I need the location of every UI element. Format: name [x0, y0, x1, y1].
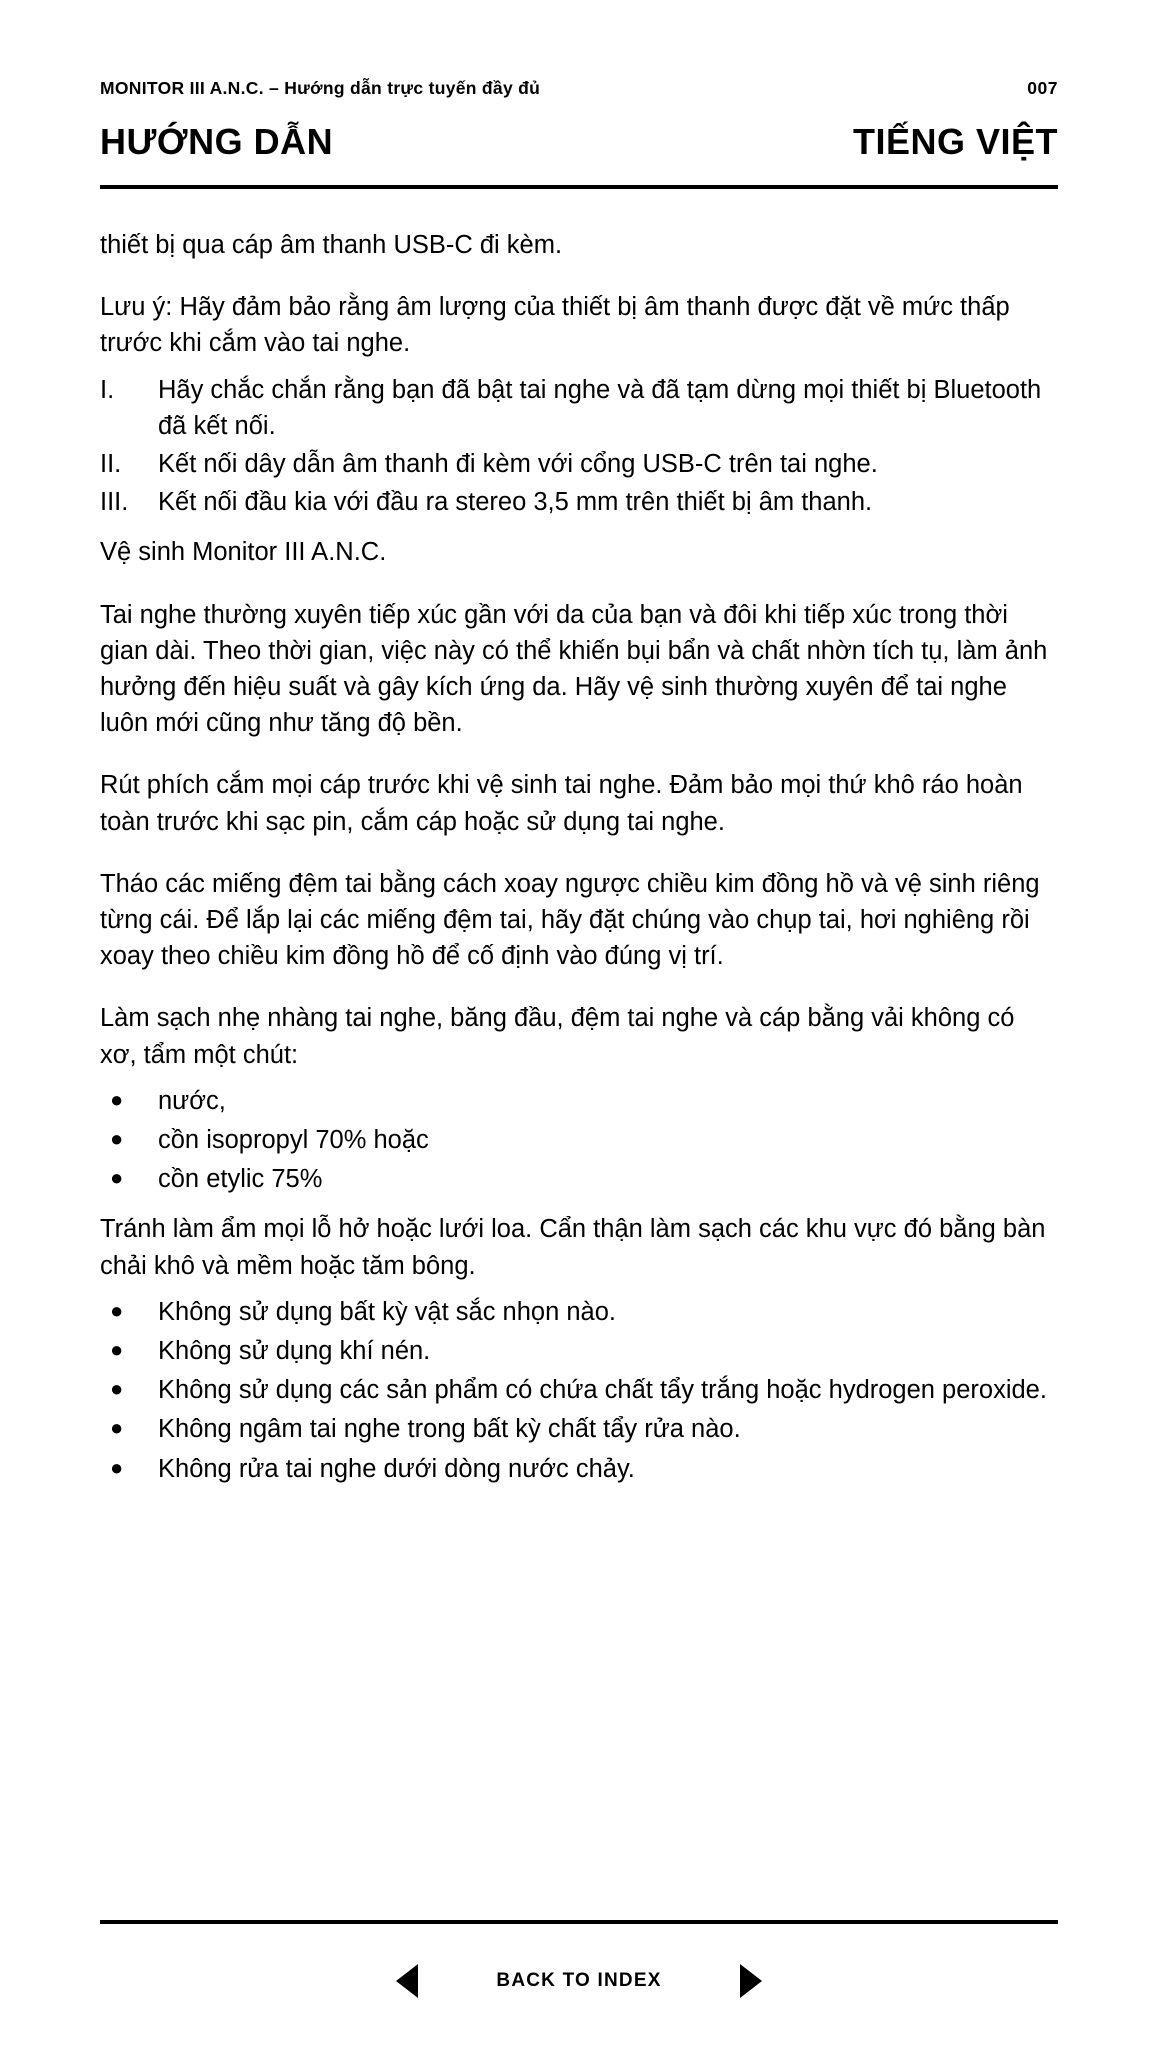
list-item-text: Không sử dụng bất kỳ vật sắc nhọn nào. [158, 1297, 616, 1326]
section-heading-cleaning: Vệ sinh Monitor III A.N.C. [100, 538, 387, 567]
running-head [100, 0, 1058, 99]
list-item-text: nước, [158, 1086, 226, 1115]
cleaning-agents-list [100, 1083, 1058, 1198]
bullet-icon: ● [110, 1165, 124, 1191]
paragraph-intro: thiết bị qua cáp âm thanh USB-C đi kèm. [100, 231, 563, 259]
list-item-text: Không rửa tai nghe dưới dòng nước chảy. [158, 1454, 635, 1483]
step-text: Hãy chắc chắn rằng bạn đã bật tai nghe và đã tạm dừng mọi thiết bị Bluetooth đã kết nối. [158, 375, 1042, 440]
bullet-icon: ● [110, 1297, 124, 1323]
header-divider [100, 185, 1058, 189]
list-item-text: Không ngâm tai nghe trong bất kỳ chất tẩy rửa nào. [158, 1415, 741, 1444]
page-number: 007 [1027, 78, 1058, 98]
back-to-index-link[interactable]: BACK TO INDEX [496, 1970, 662, 1991]
footer-navigation [100, 1964, 1058, 1998]
paragraph-skin-contact: Tai nghe thường xuyên tiếp xúc gần với da của bạn và đôi khi tiếp xúc trong thời gian dài. Theo thời gian, việc này có thể khiến bụi bẩn và chất nhờn tích tụ, làm ảnh hưởng đến hiệu suất và gây kích ứng da. Hãy vệ sinh thường xuyên để tai nghe luôn mới cũng như tăng độ bền. [100, 600, 1048, 738]
footer-divider [100, 1920, 1058, 1924]
page-footer [100, 1920, 1058, 1998]
bullet-icon: ● [110, 1126, 124, 1152]
page-title: HƯỚNG DẪN [100, 121, 334, 162]
bullet-icon: ● [110, 1415, 124, 1441]
paragraph-cloth: Làm sạch nhẹ nhàng tai nghe, băng đầu, đệm tai nghe và cáp bằng vải không có xơ, tẩm một chút: [100, 1004, 1015, 1069]
list-item [100, 1122, 1058, 1158]
list-item [100, 1294, 1058, 1330]
list-item-text: Không sử dụng các sản phẩm có chứa chất tẩy trắng hoặc hydrogen peroxide. [158, 1376, 1047, 1405]
list-item [100, 484, 1058, 520]
step-marker: II. [100, 450, 122, 479]
bullet-icon: ● [110, 1086, 124, 1112]
paragraph-note: Lưu ý: Hãy đảm bảo rằng âm lượng của thiết bị âm thanh được đặt về mức thấp trước khi cắm vào tai nghe. [100, 293, 1010, 358]
warnings-list [100, 1294, 1058, 1487]
list-item [100, 1161, 1058, 1197]
list-item [100, 446, 1058, 482]
title-row [100, 121, 1058, 163]
list-item [100, 1451, 1058, 1487]
triangle-left-icon[interactable] [396, 1964, 418, 1998]
paragraph-earpads: Tháo các miếng đệm tai bằng cách xoay ngược chiều kim đồng hồ và vệ sinh riêng từng cái. Để lắp lại các miếng đệm tai, hãy đặt chúng vào chụp tai, hơi nghiêng rồi xoay theo chiều kim đồng hồ để cố định vào đúng vị trí. [100, 869, 1040, 971]
language-label: TIẾNG VIỆT [852, 121, 1058, 162]
triangle-right-icon[interactable] [740, 1964, 762, 1998]
paragraph-unplug: Rút phích cắm mọi cáp trước khi vệ sinh tai nghe. Đảm bảo mọi thứ khô ráo hoàn toàn trước khi sạc pin, cắm cáp hoặc sử dụng tai nghe. [100, 771, 1023, 836]
list-item-text: cồn isopropyl 70% hoặc [158, 1126, 429, 1155]
list-item [100, 1372, 1058, 1408]
list-item-text: Không sử dụng khí nén. [158, 1337, 431, 1366]
ordered-steps-list [100, 372, 1058, 521]
bullet-icon: ● [110, 1376, 124, 1402]
step-text: Kết nối dây dẫn âm thanh đi kèm với cổng USB-C trên tai nghe. [158, 450, 878, 479]
bullet-icon: ● [110, 1337, 124, 1363]
list-item-text: cồn etylic 75% [158, 1165, 323, 1194]
list-item [100, 1083, 1058, 1119]
list-item [100, 1411, 1058, 1447]
running-head-title: MONITOR III A.N.C. – Hướng dẫn trực tuyến đầy đủ [100, 78, 541, 98]
list-item [100, 372, 1058, 444]
list-item [100, 1333, 1058, 1369]
step-marker: III. [100, 488, 129, 517]
document-content [100, 227, 1058, 1487]
step-text: Kết nối đầu kia với đầu ra stereo 3,5 mm trên thiết bị âm thanh. [158, 488, 873, 517]
step-marker: I. [100, 375, 115, 404]
paragraph-openings: Tránh làm ẩm mọi lỗ hở hoặc lưới loa. Cẩn thận làm sạch các khu vực đó bằng bàn chải khô và mềm hoặc tăm bông. [100, 1215, 1046, 1280]
bullet-icon: ● [110, 1454, 124, 1480]
